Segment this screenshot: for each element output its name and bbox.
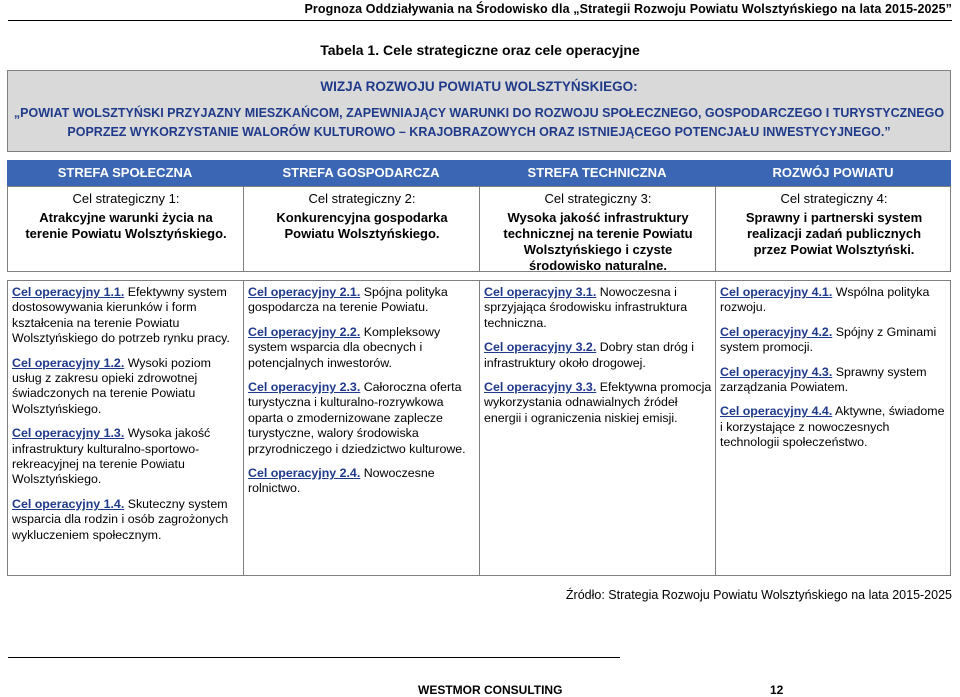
strategic-goal-3 [480,187,716,271]
strategic-goal-title: Wysoka jakość infrastruktury technicznej na terenie Powiatu Wolsztyńskiego i czyste środowisko naturalne. [503,210,693,273]
operational-goal-text: Efektywny system dostosowywania kierunków i form kształcenia na terenie Powiatu Wolsztyńskiego do potrzeb rynku pracy. [12,285,230,346]
zone-economic: STREFA GOSPODARCZA [282,165,440,180]
zone-technical: STREFA TECHNICZNA [527,165,667,180]
column-divider [243,187,244,271]
operational-goals-column-1 [8,281,244,575]
strategic-goal-title: Konkurencyjna gospodarka Powiatu Wolsztyńskiego. [276,210,448,241]
operational-goal [248,325,476,371]
strategic-goals-row [7,186,951,272]
column-divider [479,281,480,575]
operational-goal-label: Cel operacyjny 2.2. [248,324,361,339]
operational-goal-text: Spójny z Gminami system promocji. [720,324,937,355]
page-number: 12 [770,683,784,697]
strategic-goal-label: Cel strategiczny 4: [780,191,888,206]
column-divider [243,281,244,575]
operational-goal-text: Sprawny system zarządzania Powiatem. [720,364,927,395]
operational-goal-text: Spójna polityka gospodarcza na terenie Powiatu. [248,285,448,315]
zone-social: STREFA SPOŁECZNA [57,165,193,180]
operational-goal [248,285,476,316]
operational-goal-text: Nowoczesne rolnictwo. [248,466,435,496]
operational-goal [720,404,948,450]
zone-county-development: ROZWÓJ POWIATU [772,165,894,180]
operational-goal-label: Cel operacyjny 4.2. [720,324,833,339]
vision-title: WIZJA ROZWOJU POWIATU WOLSZTYŃSKIEGO: [320,79,638,94]
operational-goal [12,285,240,347]
operational-goal [248,380,476,457]
operational-goal-label: Cel operacyjny 1.1. [12,285,125,299]
operational-goal-label: Cel operacyjny 4.3. [720,364,833,379]
strategic-goal-label: Cel strategiczny 2: [308,191,416,206]
operational-goal-label: Cel operacyjny 3.3. [484,380,597,395]
operational-goal-text: Kompleksowy system wsparcia dla obecnych i potencjalnych inwestorów. [248,324,441,370]
operational-goal-label: Cel operacyjny 4.1. [720,285,833,299]
table-caption: Tabela 1. Cele strategiczne oraz cele operacyjne [320,42,640,58]
operational-goal [12,497,240,543]
strategic-goal-1 [8,187,244,271]
operational-goal-text: Wspólna polityka rozwoju. [720,285,930,315]
vision-statement [8,104,950,142]
operational-goal [720,325,948,356]
strategic-goal-label: Cel strategiczny 1: [72,191,180,206]
zones-header-bar [7,160,951,186]
footer-company: WESTMOR CONSULTING [418,683,563,697]
operational-goals-column-4 [716,281,952,575]
column-divider [479,187,480,271]
operational-goal [12,426,240,488]
operational-goal-text: Nowoczesna i sprzyjająca środowisku infrastruktura techniczna. [484,285,688,330]
vision-line-1: „POWIAT WOLSZTYŃSKI PRZYJAZNY MIESZKAŃCOM, ZAPEWNIAJĄCY WARUNKI DO ROZWOJU SPOŁECZNEGO, GOSPODARCZEGO I TURYSTYCZNEGO [13,106,945,120]
operational-goal-text: Wysoka jakość infrastruktury kulturalno-sportowo-rekreacyjnej na terenie Powiatu Wolsztyńskiego. [12,426,211,487]
strategic-goal-4 [716,187,952,271]
operational-goal-label: Cel operacyjny 1.4. [12,496,125,511]
operational-goal-text: Wysoki poziom usług z zakresu opieki zdrowotnej świadczonych na terenie Powiatu Wolsztyńskiego. [12,355,211,416]
strategic-goal-label: Cel strategiczny 3: [544,191,652,206]
operational-goal-text: Efektywna promocja wykorzystania odnawialnych źródeł energii i ograniczenia niskiej emisji. [484,380,712,425]
strategic-goal-title: Sprawny i partnerski system realizacji zadań publicznych przez Powiat Wolsztyński. [745,210,923,257]
operational-goal-label: Cel operacyjny 3.2. [484,340,597,355]
operational-goal-label: Cel operacyjny 3.1. [484,285,597,299]
column-divider [715,281,716,575]
source-note: Źródło: Strategia Rozwoju Powiatu Wolsztyńskiego na lata 2015-2025 [565,588,952,602]
operational-goal-label: Cel operacyjny 2.4. [248,466,361,481]
strategic-goal-title: Atrakcyjne warunki życia na terenie Powiatu Wolsztyńskiego. [25,210,227,241]
operational-goals-column-2 [244,281,480,575]
operational-goal [248,466,476,497]
operational-goal [720,285,948,316]
operational-goals-row [7,280,951,576]
operational-goal [484,380,712,426]
operational-goal [720,365,948,396]
footer-rule [8,657,620,658]
operational-goal [12,356,240,418]
operational-goal-label: Cel operacyjny 2.3. [248,380,361,395]
operational-goal [484,340,712,371]
vision-line-2: POPRZEZ WYKORZYSTANIE WALORÓW KULTUROWO – KRAJOBRAZOWYCH ORAZ ISTNIEJĄCEGO POTENCJAŁU INWESTYCYJNEGO.” [67,125,891,139]
running-header: Prognoza Oddziaływania na Środowisko dla „Strategii Rozwoju Powiatu Wolsztyńskiego na lata 2015-2025” [304,2,952,16]
operational-goal-text: Dobry stan dróg i infrastruktury około drogowej. [484,340,695,370]
vision-box [7,70,951,152]
header-rule [8,20,952,21]
operational-goal-text: Skuteczny system wsparcia dla rodzin i osób zagrożonych wykluczeniem społecznym. [12,496,229,542]
operational-goal-label: Cel operacyjny 4.4. [720,404,833,419]
strategic-goal-2 [244,187,480,271]
operational-goal-label: Cel operacyjny 1.3. [12,426,125,441]
column-divider [715,187,716,271]
operational-goal-text: Aktywne, świadome i korzystające z nowoczesnych technologii społeczeństwo. [720,404,945,450]
operational-goal-label: Cel operacyjny 1.2. [12,355,125,370]
operational-goal-label: Cel operacyjny 2.1. [248,285,361,299]
operational-goal [484,285,712,331]
operational-goal-text: Całoroczna oferta turystyczna i kulturalno-rozrywkowa oparta o zmodernizowane zaplecze turystyczne, walory środowiska przyrodniczego i dziedzictwo kulturowe. [248,380,466,456]
operational-goals-column-3 [480,281,716,575]
